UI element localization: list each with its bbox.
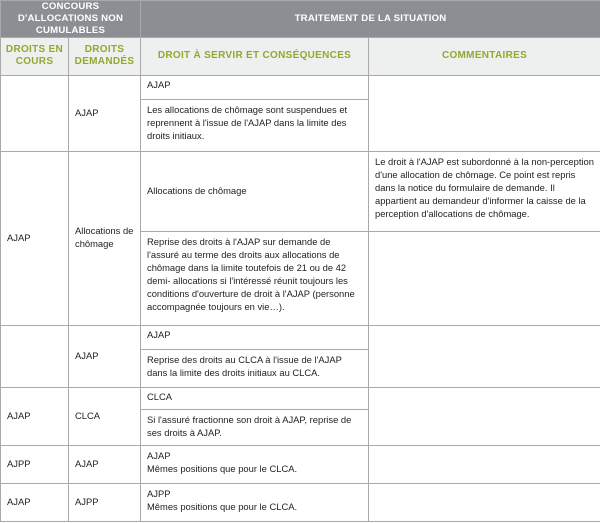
cell-servir-text: AJAP — [147, 328, 171, 340]
table-row — [1, 483, 600, 521]
cell-demandes-text: AJPP — [75, 495, 99, 507]
cell-servir — [141, 99, 369, 151]
cell-demandes — [69, 325, 141, 387]
table-row — [1, 75, 600, 99]
cell-en-cours-text: AJAP — [7, 495, 31, 507]
cell-commentaire — [369, 231, 600, 325]
col-droits-en-cours-label: DROITS EN COURS — [5, 44, 64, 68]
cell-commentaire — [369, 325, 600, 387]
cell-demandes — [69, 75, 141, 151]
cell-servir — [141, 151, 369, 231]
cell-servir-text: Mêmes positions que pour le CLCA. — [147, 462, 298, 474]
cell-en-cours — [1, 151, 69, 325]
cell-servir-text: AJPP — [147, 487, 171, 499]
cell-en-cours-text: AJAP — [7, 409, 31, 421]
header-traitement — [141, 1, 600, 38]
col-commentaires-label: COMMENTAIRES — [441, 50, 528, 62]
cell-servir — [141, 349, 369, 387]
col-droits-demandes — [69, 37, 141, 75]
cell-commentaire — [369, 387, 600, 445]
cell-servir-text: Les allocations de chômage sont suspendues et reprennent à l'issue de l'AJAP dans la limite des droits initiaux. — [147, 103, 348, 141]
cell-en-cours-text: AJPP — [7, 457, 31, 469]
col-commentaires — [369, 37, 600, 75]
cell-servir — [141, 409, 369, 445]
col-droit-a-servir-label: DROIT À SERVIR ET CONSÉQUENCES — [157, 50, 352, 62]
header-concours — [1, 1, 141, 38]
cell-demandes-text: AJAP — [75, 349, 99, 361]
header-concours-label: CONCOURS D'ALLOCATIONS NON CUMULABLES — [17, 1, 124, 36]
cell-servir — [141, 445, 369, 483]
cell-en-cours — [1, 483, 69, 521]
cell-demandes — [69, 151, 141, 325]
cell-demandes-text: CLCA — [75, 409, 101, 421]
table-row — [1, 387, 600, 409]
cell-demandes-text: AJAP — [75, 106, 99, 118]
col-droit-a-servir — [141, 37, 369, 75]
table-row — [1, 151, 600, 231]
cell-servir-text: AJAP — [147, 78, 171, 90]
cell-commentaire — [369, 151, 600, 231]
header-traitement-label: TRAITEMENT DE LA SITUATION — [294, 13, 447, 25]
cell-en-cours — [1, 387, 69, 445]
cell-en-cours-text: AJAP — [7, 231, 31, 243]
cell-commentaire — [369, 445, 600, 483]
cell-en-cours — [1, 325, 69, 387]
cell-demandes-text: Allocations de chômage — [75, 225, 134, 250]
table-row — [1, 445, 600, 483]
cell-commentaire — [369, 483, 600, 521]
cell-servir — [141, 325, 369, 349]
cell-servir-text: Allocations de chômage — [147, 184, 247, 196]
cell-demandes — [69, 483, 141, 521]
cell-demandes — [69, 445, 141, 483]
cell-demandes — [69, 387, 141, 445]
cell-servir-text: AJAP — [147, 449, 171, 461]
col-droits-demandes-label: DROITS DEMANDÉS — [74, 44, 135, 68]
cell-demandes-text: AJAP — [75, 457, 99, 469]
cell-servir-text: Si l'assuré fractionne son droit à AJAP, reprise de ses droits à AJAP. — [147, 413, 352, 438]
table-row — [1, 325, 600, 349]
cell-servir — [141, 75, 369, 99]
cell-servir-text: Reprise des droits à l'AJAP sur demande de l'assuré au terme des droits aux allocations de chômage dans la limite toutefois de 21 ou de 42 demi- allocations si l'intéressé réunit toujours les conditions d'ouverture de droit à l'AJAP (personne accompagnée toujours en vie…). — [147, 235, 355, 312]
cell-servir-text: CLCA — [147, 390, 173, 402]
cell-servir-text: Reprise des droits au CLCA à l'issue de l'AJAP dans la limite des droits initiaux au CLCA. — [147, 353, 342, 378]
cell-en-cours — [1, 445, 69, 483]
cell-servir — [141, 387, 369, 409]
cell-commentaire — [369, 75, 600, 151]
cell-commentaire-text: Le droit à l'AJAP est subordonné à la non-perception d'une allocation de chômage. Ce point est repris dans la notice du formulaire de demande. Il appartient au demandeur d'informer la caisse de la perception d'allocations de chômage. — [375, 155, 594, 219]
cell-en-cours — [1, 75, 69, 151]
cell-servir — [141, 231, 369, 325]
cell-servir — [141, 483, 369, 521]
cell-servir-text: Mêmes positions que pour le CLCA. — [147, 500, 298, 512]
col-droits-en-cours — [1, 37, 69, 75]
